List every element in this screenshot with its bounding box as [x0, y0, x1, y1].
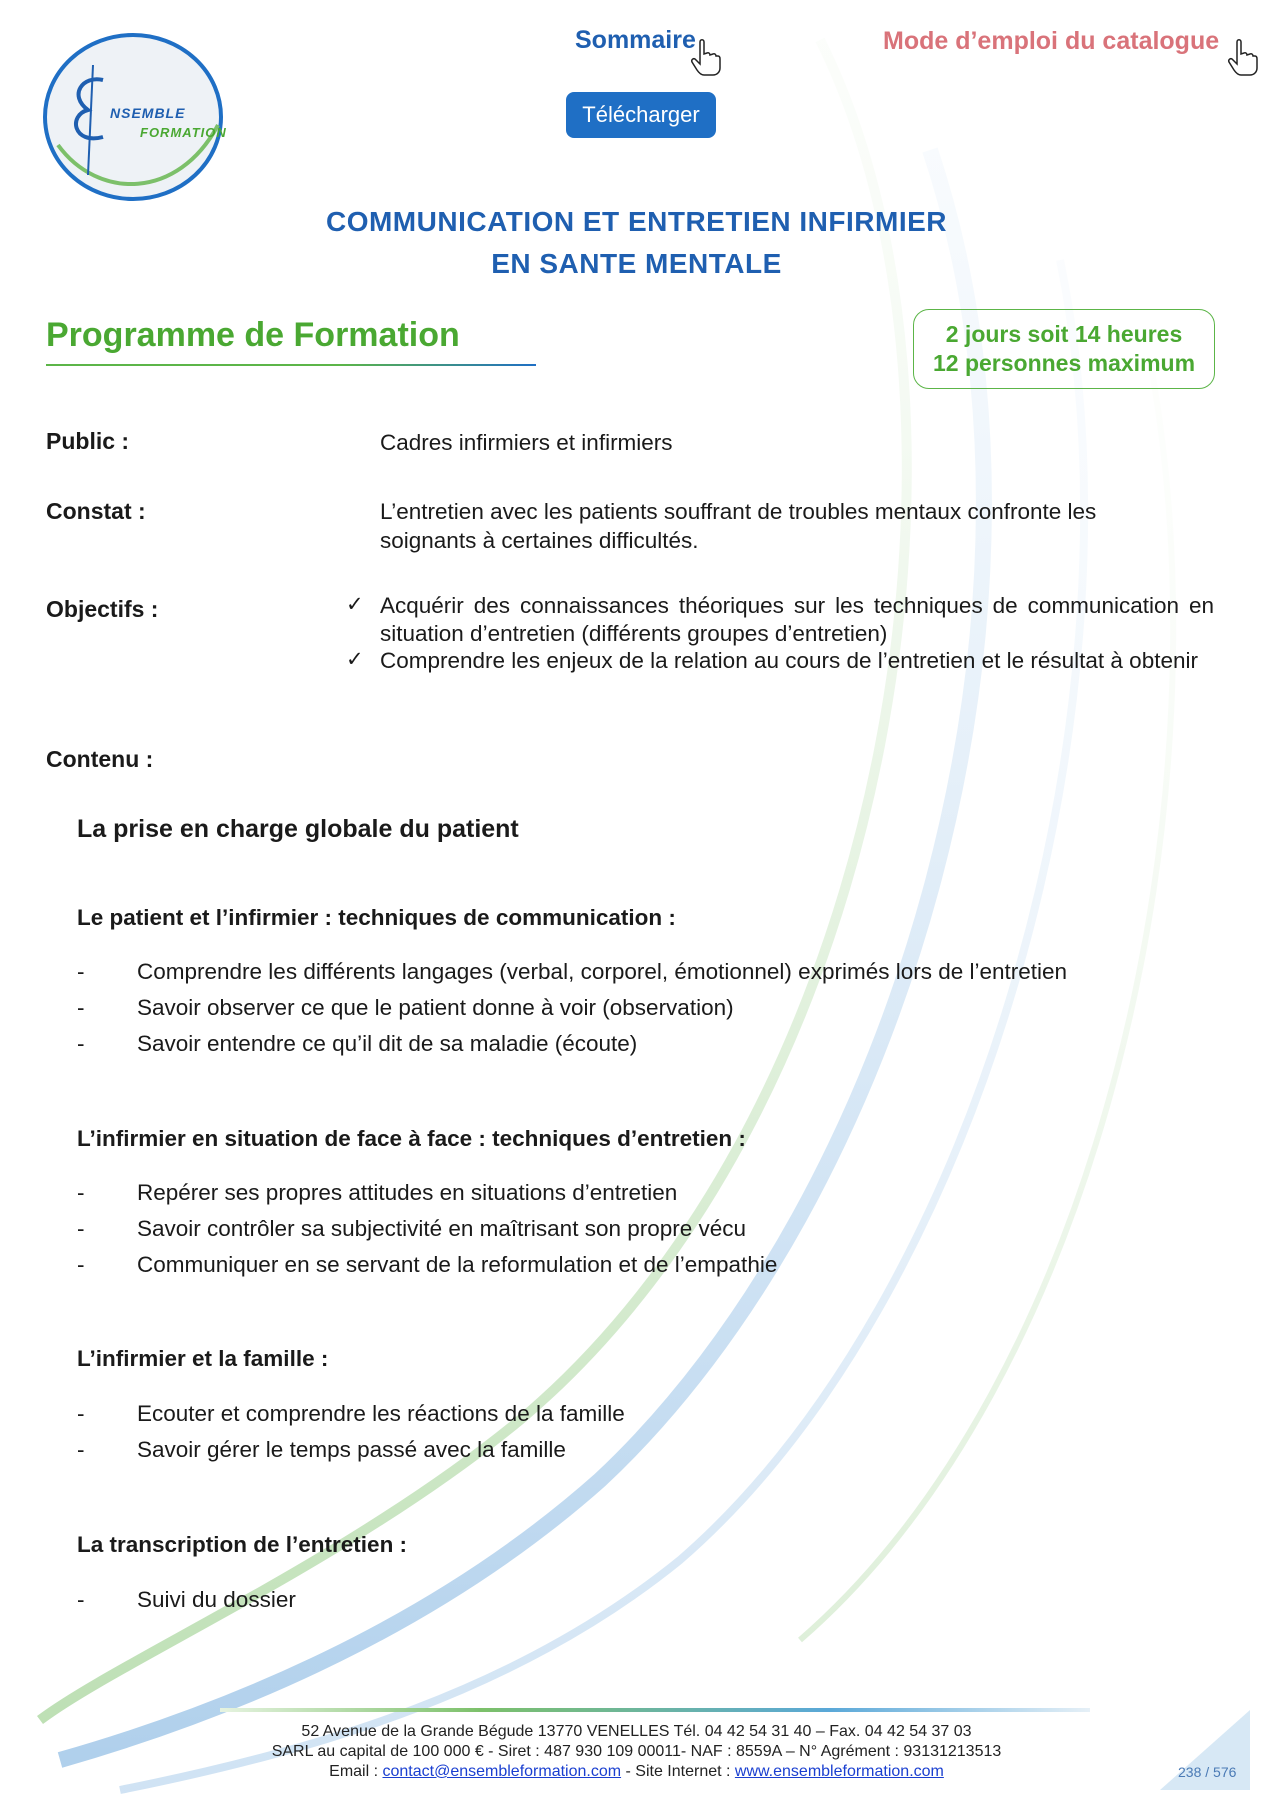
pointer-hand-icon	[1227, 38, 1259, 76]
page-title-line1: COMMUNICATION ET ENTRETIEN INFIRMIER	[325, 206, 947, 237]
list-item: - Ecouter et comprendre les réactions de la famille	[77, 1401, 625, 1426]
contenu-label: Contenu :	[46, 746, 154, 772]
page-number: 238 / 576	[1178, 1764, 1237, 1780]
public-value: Cadres infirmiers et infirmiers	[380, 430, 673, 455]
constat-label: Constat :	[46, 498, 146, 524]
website-link[interactable]: www.ensembleformation.com	[734, 1763, 944, 1780]
email-link[interactable]: contact@ensembleformation.com	[382, 1763, 622, 1780]
list-item: - Suivi du dossier	[77, 1587, 296, 1612]
logo-text-formation: FORMATION	[140, 125, 227, 140]
pointer-hand-icon	[690, 38, 722, 76]
duration-box	[913, 309, 1215, 389]
heading-underline	[46, 364, 536, 366]
logo-text-ensemble: NSEMBLE	[110, 105, 186, 121]
programme-heading: Programme de Formation	[46, 316, 460, 354]
ensemble-formation-logo	[28, 25, 238, 205]
section-title: L’infirmier en situation de face à face : techniques d’entretien :	[77, 1126, 746, 1151]
list-item: - Communiquer en se servant de la reformulation et de l’empathie	[77, 1252, 778, 1277]
sommaire-link[interactable]: Sommaire	[575, 26, 696, 54]
objectifs-label: Objectifs :	[46, 596, 159, 622]
email-label: Email :	[329, 1763, 383, 1780]
duration-capacity: 12 personnes maximum	[932, 350, 1196, 376]
telecharger-button[interactable]: Télécharger	[566, 92, 716, 138]
footer-company-info: SARL au capital de 100 000 € - Siret : 487 930 109 00011- NAF : 8559A – N° Agrément : 93131213513	[271, 1743, 1002, 1760]
objectif-item: Comprendre les enjeux de la relation au cours de l’entretien et le résultat à obtenir	[380, 648, 1198, 673]
contenu-intro: La prise en charge globale du patient	[77, 815, 519, 843]
objectif-item: Acquérir des connaissances théoriques sur les techniques de communication en situation d’entretien (différents groupes d’entretien)	[380, 593, 1214, 646]
list-item: - Savoir entendre ce qu’il dit de sa maladie (écoute)	[77, 1031, 638, 1056]
constat-line2: soignants à certaines difficultés.	[380, 528, 699, 553]
list-item: - Savoir observer ce que le patient donne à voir (observation)	[77, 995, 734, 1020]
constat-line1: L’entretien avec les patients souffrant de troubles mentaux confronte les	[380, 499, 1097, 524]
list-item: - Repérer ses propres attitudes en situations d’entretien	[77, 1180, 678, 1205]
footer-address: 52 Avenue de la Grande Bégude 13770 VENELLES Tél. 04 42 54 31 40 – Fax. 04 42 54 37 03	[301, 1723, 972, 1740]
list-item: - Savoir contrôler sa subjectivité en maîtrisant son propre vécu	[77, 1216, 747, 1241]
duration-days: 2 jours soit 14 heures	[945, 321, 1183, 347]
site-label: - Site Internet :	[621, 1763, 735, 1780]
list-item: - Comprendre les différents langages (verbal, corporel, émotionnel) exprimés lors de l’entretien	[77, 959, 1068, 984]
section-title: Le patient et l’infirmier : techniques de communication :	[77, 905, 676, 930]
page-title-line2: EN SANTE MENTALE	[491, 248, 782, 279]
section-title: La transcription de l’entretien :	[77, 1532, 408, 1557]
list-item: - Savoir gérer le temps passé avec la famille	[77, 1437, 566, 1462]
section-title: L’infirmier et la famille :	[77, 1346, 329, 1371]
footer-divider	[220, 1708, 1090, 1712]
checkmark-icon: ✓	[346, 648, 364, 671]
public-label: Public :	[46, 428, 130, 454]
footer-contact	[0, 1762, 1273, 1781]
mode-emploi-link[interactable]: Mode d’emploi du catalogue	[883, 27, 1220, 55]
checkmark-icon: ✓	[346, 593, 364, 616]
